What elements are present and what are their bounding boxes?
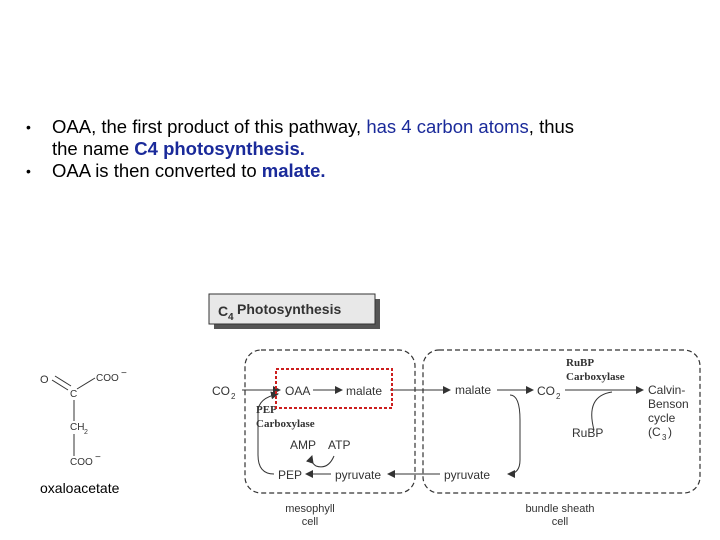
carboxylate-top: COO xyxy=(96,373,119,384)
bullet-1-line2-highlight: C4 photosynthesis xyxy=(134,138,300,159)
double-bond-1 xyxy=(52,380,68,390)
pep-label: PEP xyxy=(278,468,303,482)
co2-in-subscript: 2 xyxy=(231,392,236,401)
title-c: C xyxy=(218,303,229,319)
calvin-subscript: 3 xyxy=(662,433,667,442)
malate-mesophyll-label: malate xyxy=(346,384,383,398)
rubp-carboxylase-label-1: RuBP xyxy=(566,357,595,369)
calvin-label-4-end: ) xyxy=(668,425,672,439)
pyruvate-bundle-label: pyruvate xyxy=(444,468,491,482)
co2-released-label: CO xyxy=(537,384,555,398)
mesophyll-cell-label-2: cell xyxy=(301,516,319,528)
calvin-label-2: Benson xyxy=(648,397,689,411)
bundle-sheath-label-1: bundle sheath xyxy=(525,503,595,515)
diagram-title-box xyxy=(209,294,380,329)
oaa-label: OAA xyxy=(285,384,311,398)
arrow-rubp-curve xyxy=(592,392,612,430)
mesophyll-cell-label-1: mesophyll xyxy=(285,503,335,515)
carbon-atom: C xyxy=(70,389,78,400)
co2-released-subscript: 2 xyxy=(556,392,561,401)
malate-bundle-label: malate xyxy=(455,383,492,397)
rubp-carboxylase-label-2: Carboxylase xyxy=(566,371,625,383)
bullet-marker: • xyxy=(26,119,31,135)
pep-carboxylase-label-2: Carboxylase xyxy=(256,418,315,430)
bullet-1-line2-end: . xyxy=(299,138,305,159)
bullet-2-highlight: malate xyxy=(261,160,321,181)
amp-label: AMP xyxy=(290,438,317,452)
bullet-marker: • xyxy=(26,163,31,179)
bullet-2-end: . xyxy=(320,160,326,181)
carboxylate-bottom: COO xyxy=(70,457,93,468)
pyruvate-mesophyll-label: pyruvate xyxy=(335,468,382,482)
oxaloacetate-label: oxaloacetate xyxy=(40,480,120,496)
bullet-1-line2-text: the name xyxy=(52,138,135,159)
arrow-atp-to-amp xyxy=(312,456,335,467)
calvin-label-3: cycle xyxy=(648,411,676,425)
bullet-1-text-end: , thus xyxy=(528,116,575,137)
bullet-1-text: OAA, the first product of this pathway, xyxy=(52,116,367,137)
bullet-2-text: OAA is then converted to xyxy=(52,160,262,181)
bundle-sheath-label-2: cell xyxy=(551,516,569,528)
atp-label: ATP xyxy=(328,438,351,452)
methylene-group: CH xyxy=(70,422,85,433)
title-subscript: 4 xyxy=(228,312,234,323)
calvin-label-4: (C xyxy=(648,425,661,439)
rubp-label: RuBP xyxy=(572,426,604,440)
oxaloacetate-structure xyxy=(40,368,127,468)
bullet-1-highlight: has 4 carbon atoms xyxy=(366,116,529,137)
charge-bottom: − xyxy=(95,452,101,463)
oxygen-atom: O xyxy=(40,374,49,386)
title-text: Photosynthesis xyxy=(237,301,342,317)
charge-top: − xyxy=(121,368,127,379)
double-bond-2 xyxy=(55,376,71,386)
pep-carboxylase-label-1: PEP xyxy=(256,404,277,416)
co2-in-label: CO xyxy=(212,384,230,398)
arrow-malate-to-pyruvate xyxy=(508,395,520,474)
calvin-label-1: Calvin- xyxy=(648,383,686,397)
methylene-subscript: 2 xyxy=(84,429,88,436)
single-bond-top xyxy=(77,378,95,389)
